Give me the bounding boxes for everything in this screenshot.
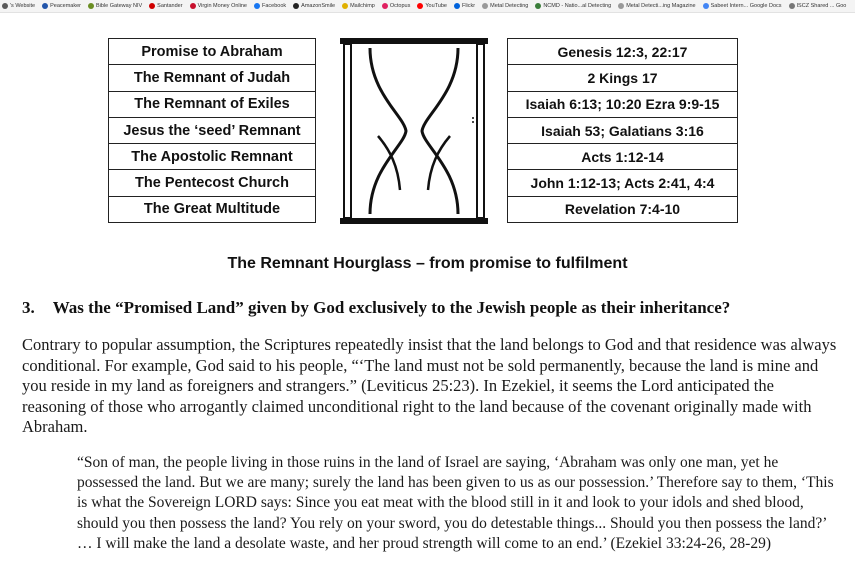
bookmark-item[interactable] (149, 3, 182, 9)
table-cell: The Great Multitude (109, 196, 316, 222)
table-cell: Jesus the ‘seed’ Remnant (109, 117, 316, 143)
bookmark-favicon-icon (789, 3, 795, 9)
bookmark-label: Virgin Money Online (197, 3, 247, 9)
table-row (508, 117, 738, 143)
table-row (109, 170, 316, 196)
bookmark-favicon-icon (482, 3, 488, 9)
bookmark-favicon-icon (618, 3, 624, 9)
bookmark-label: Facebook (262, 3, 287, 9)
bookmark-favicon-icon (535, 3, 541, 9)
bookmark-item[interactable] (382, 3, 410, 9)
table-row (508, 144, 738, 170)
bookmark-item[interactable] (703, 3, 782, 9)
bookmarks-bar (0, 0, 855, 13)
hourglass-illustration (340, 38, 488, 224)
bookmark-item[interactable] (618, 3, 695, 9)
bookmark-label: Bible Gateway NIV (96, 3, 143, 9)
figure-caption: The Remnant Hourglass – from promise to fulfilment (227, 255, 628, 272)
section-heading (22, 298, 842, 318)
bookmark-label: ISCZ Shared ... Goo (796, 3, 847, 9)
scripture-references-table (507, 38, 738, 223)
bookmark-favicon-icon (342, 3, 348, 9)
bookmark-item[interactable] (293, 3, 335, 9)
bookmark-favicon-icon (2, 3, 8, 9)
table-row (508, 170, 738, 196)
bookmark-item[interactable] (342, 3, 375, 9)
bookmark-favicon-icon (88, 3, 94, 9)
bookmark-label: Metal Detecting (490, 3, 529, 9)
body-paragraph: Contrary to popular assumption, the Scriptures repeatedly insist that the land belongs to God and that residence was always conditional. For example, God said to his people, “‘The land must not be sold permanently, because the land is mine and you reside in my land as foreigners and strangers.” (Leviticus 25:23). In Ezekiel, it seems the Lord anticipated the reasoning of those who arrogantly claimed unconditional right to the land because of the covenant originally made with Abraham. (22, 335, 837, 436)
bookmark-label: YouTube (425, 3, 447, 9)
table-row (109, 144, 316, 170)
table-row (109, 117, 316, 143)
bookmark-item[interactable] (2, 3, 35, 9)
table-cell: John 1:12-13; Acts 2:41, 4:4 (508, 170, 738, 196)
table-row (109, 196, 316, 222)
bookmark-favicon-icon (42, 3, 48, 9)
bookmark-item[interactable] (789, 3, 847, 9)
bookmark-label: Peacemaker (50, 3, 81, 9)
table-cell: The Pentecost Church (109, 170, 316, 196)
bookmark-label: Metal Detecti...ing Magazine (626, 3, 696, 9)
table-row (508, 91, 738, 117)
bookmark-favicon-icon (190, 3, 196, 9)
section-title: Was the “Promised Land” given by God exclusively to the Jewish people as their inheritance? (52, 298, 731, 317)
bookmark-label: Mailchimp (350, 3, 375, 9)
bookmark-item[interactable] (254, 3, 286, 9)
bookmark-item[interactable] (454, 3, 475, 9)
table-cell: 2 Kings 17 (508, 65, 738, 91)
bookmark-favicon-icon (293, 3, 299, 9)
bookmark-favicon-icon (254, 3, 260, 9)
table-row (508, 196, 738, 222)
table-row (508, 65, 738, 91)
table-row (109, 65, 316, 91)
bookmark-label: AmazonSmile (301, 3, 336, 9)
remnant-stages-table (108, 38, 316, 223)
table-cell: The Remnant of Judah (109, 65, 316, 91)
bookmark-favicon-icon (417, 3, 423, 9)
table-row (508, 39, 738, 65)
bookmark-item[interactable] (190, 3, 247, 9)
table-cell: Promise to Abraham (109, 39, 316, 65)
bookmark-favicon-icon (703, 3, 709, 9)
table-cell: Acts 1:12-14 (508, 144, 738, 170)
bookmark-item[interactable] (42, 3, 81, 9)
table-cell: The Remnant of Exiles (109, 91, 316, 117)
bookmark-label: Octopus (389, 3, 411, 9)
table-row (109, 39, 316, 65)
bookmark-item[interactable] (417, 3, 447, 9)
table-cell: Revelation 7:4-10 (508, 196, 738, 222)
bookmark-label: Flickr (461, 3, 476, 9)
bookmark-item[interactable] (482, 3, 528, 9)
bookmark-label: Sabeet Intern... Google Docs (710, 3, 782, 9)
bookmark-label: 's Website (10, 3, 36, 9)
table-cell: Genesis 12:3, 22:17 (508, 39, 738, 65)
table-cell: Isaiah 53; Galatians 3:16 (508, 117, 738, 143)
bookmark-item[interactable] (535, 3, 611, 9)
bookmark-label: NCMD - Natio...al Detecting (543, 3, 612, 9)
block-quote: “Son of man, the people living in those ruins in the land of Israel are saying, ‘Abraham was only one man, yet he possessed the land. But we are many; surely the land has been given to us as our possession.’ Therefore say to them, ‘This is what the Sovereign LORD says: Since you eat meat with the blood still in it and look to your idols and shed blood, should you then possess the land? You rely on your sword, you do detestable things... Should you then possess the land?’ … I will make the land a desolate waste, and her proud strength will come to an end.’ (Ezekiel 33:24-26, 28-29) (77, 454, 834, 552)
table-cell: The Apostolic Remnant (109, 144, 316, 170)
bookmark-favicon-icon (454, 3, 460, 9)
bookmark-item[interactable] (88, 3, 142, 9)
bookmark-label: Santander (157, 3, 183, 9)
table-row (109, 91, 316, 117)
section-number: 3. (22, 298, 35, 317)
bookmark-favicon-icon (149, 3, 155, 9)
bookmark-favicon-icon (382, 3, 388, 9)
table-cell: Isaiah 6:13; 10:20 Ezra 9:9-15 (508, 91, 738, 117)
